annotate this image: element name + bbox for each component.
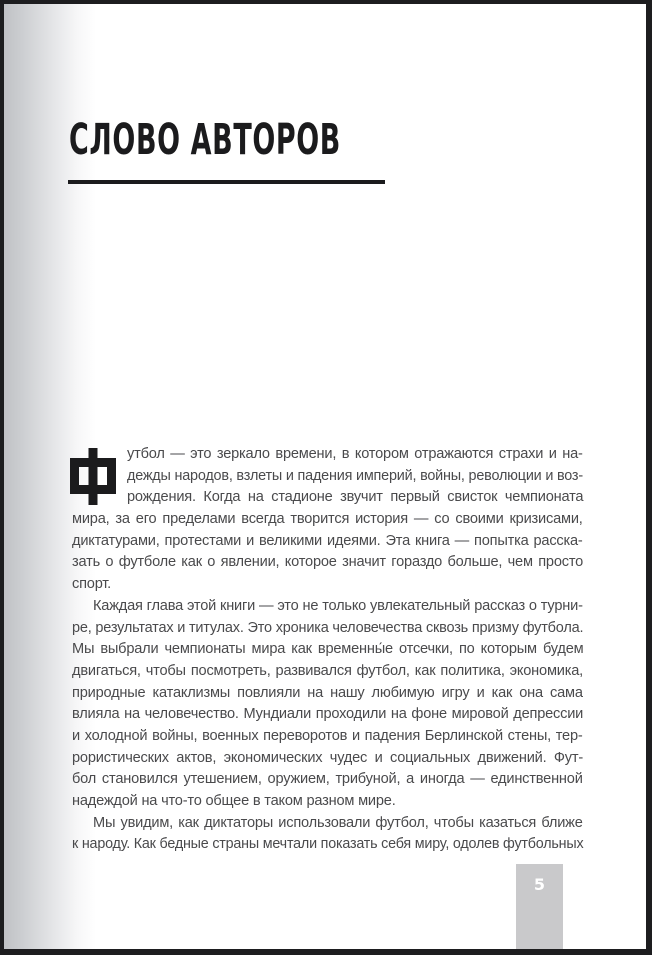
text-line-content: и холодной войны, военных переворотов и падения Берлинской стены, тер- xyxy=(72,727,583,744)
page-number: 5 xyxy=(533,875,546,894)
text-line-content: рористических актов, экономических чудес и социальных движений. Фут- xyxy=(72,749,584,766)
text-line-content: диктатурами, протестами и великими идеями. Эта книга — попытка расска- xyxy=(72,532,583,549)
drop-cap-glyph xyxy=(70,448,116,505)
text-line xyxy=(72,574,583,596)
text-line-content: ре, результатах и титулах. Это хроника человечества сквозь призму футбола. xyxy=(72,619,584,636)
text-line xyxy=(93,813,583,835)
text-line xyxy=(72,531,583,553)
chapter-title xyxy=(69,115,341,165)
text-line xyxy=(72,639,583,661)
text-line-content: надеждой на что-то общее в таком разном мире. xyxy=(72,793,396,809)
body-text-block xyxy=(72,444,583,856)
text-line-content: двигаться, чтобы посмотреть, развивался футбол, как политика, экономика, xyxy=(72,662,584,679)
paragraph-2 xyxy=(72,596,583,813)
text-line-content: природные катаклизмы повлияли на нашу любимую игру и как она сама xyxy=(72,684,583,701)
text-line xyxy=(72,618,583,640)
text-line xyxy=(72,552,583,574)
text-line xyxy=(93,596,583,618)
text-line-content: рождения. Когда на стадионе звучит первый свисток чемпионата xyxy=(127,489,584,506)
text-line-content: к народу. Как бедные страны мечтали показать себя миру, одолев футбольных xyxy=(72,836,584,853)
text-line xyxy=(72,748,583,770)
text-line-content: бол становился утешением, оружием, трибуной, а иногда — единственной xyxy=(72,771,583,788)
text-line-content: мира, за его пределами всегда творится история — со своими кризисами, xyxy=(72,511,583,528)
paragraph-1 xyxy=(72,444,583,596)
title-underline xyxy=(68,180,385,184)
text-line-content: Каждая глава этой книги — это не только увлекательный рассказ о турни- xyxy=(93,597,583,614)
text-line-content: утбол — это зеркало времени, в котором отражаются страхи и на- xyxy=(127,446,583,462)
text-line-content: влияла на человечество. Мундиали проходили на фоне мировой депрессии xyxy=(72,706,584,723)
text-line xyxy=(127,466,583,488)
text-line xyxy=(72,726,583,748)
page-number-tab xyxy=(516,864,563,949)
text-line-content: дежды народов, взлеты и падения империй, войны, революции и воз- xyxy=(127,467,583,484)
text-line-content: Мы выбрали чемпионаты мира как временны́е отсечки, по которым будем xyxy=(72,641,584,658)
text-line-content: спорт. xyxy=(72,576,112,593)
text-line xyxy=(72,661,583,683)
text-line xyxy=(72,704,583,726)
paragraph-3 xyxy=(72,813,583,856)
text-line xyxy=(127,487,583,509)
text-line xyxy=(72,683,583,705)
text-line-content: Мы увидим, как диктаторы использовали футбол, чтобы казаться ближе xyxy=(93,814,583,831)
text-line xyxy=(72,509,583,531)
drop-cap-letter-ef xyxy=(70,448,116,505)
text-line xyxy=(72,791,583,813)
text-line xyxy=(127,444,583,466)
text-line-content: зать о футболе как о явлении, которое значит гораздо больше, чем просто xyxy=(72,554,584,571)
text-line xyxy=(72,769,583,791)
text-line xyxy=(72,834,583,856)
chapter-title-text: СЛОВО АВТОРОВ xyxy=(69,115,341,165)
